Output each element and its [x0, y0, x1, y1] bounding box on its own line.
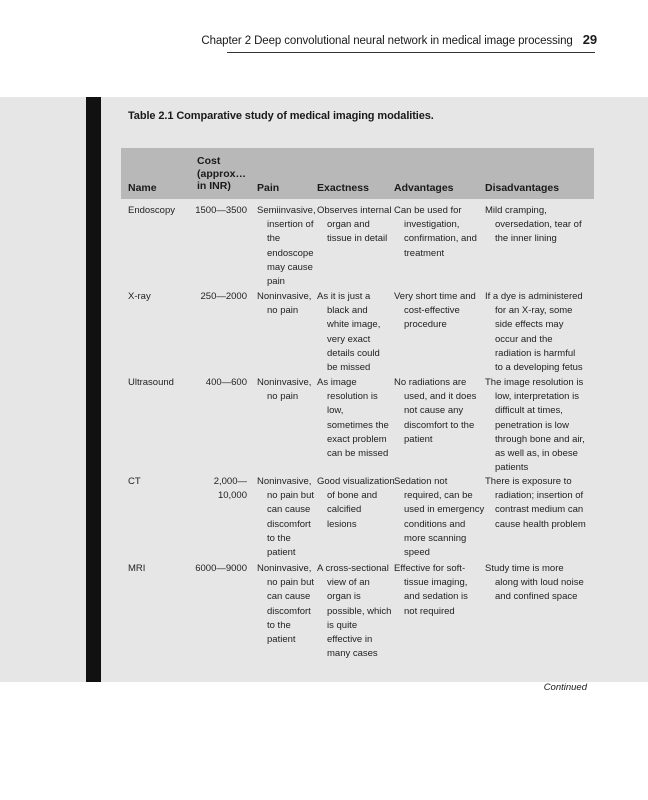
cell-line: used, and it does — [404, 391, 477, 403]
cell-line: As image — [317, 377, 357, 388]
cell-pain — [257, 475, 314, 560]
cell-line: may cause — [267, 261, 313, 273]
continued-note: Continued — [543, 682, 587, 693]
cell-line: can cause — [267, 591, 311, 603]
cell-line: There is exposure to — [485, 476, 572, 487]
cell-name: CT — [128, 476, 141, 487]
cell-line: can be missed — [327, 448, 389, 460]
cell-line: the — [267, 233, 281, 245]
header-cost — [197, 155, 246, 193]
cell-line: If a dye is administered — [485, 291, 583, 302]
cell-line: cost-effective — [404, 305, 460, 317]
cell-line: patient — [267, 634, 296, 646]
cell-pain — [257, 562, 314, 647]
cell-line: no pain — [267, 391, 299, 403]
cell-line: black and — [327, 305, 368, 317]
cell-line: required, can be — [404, 490, 473, 502]
cell-line: tissue in detail — [327, 233, 388, 245]
cell-line: Mild cramping, — [485, 205, 547, 216]
header-disadvantages: Disadvantages — [485, 182, 560, 194]
cell-line: and confined space — [495, 591, 578, 603]
cell-disadvantages — [485, 475, 586, 532]
cell-line: no pain but — [267, 577, 315, 589]
header-advantages: Advantages — [394, 182, 454, 194]
cell-exactness — [317, 290, 380, 375]
cell-line: to the — [267, 532, 291, 544]
cell-line: more scanning — [404, 532, 467, 544]
cell-line: white image, — [327, 319, 381, 331]
cell-line: radiation is harmful — [495, 347, 576, 359]
cell-line: endoscope — [267, 247, 314, 259]
cell-line: The image resolution is — [485, 377, 584, 388]
cell-line: Sedation not — [394, 476, 448, 487]
cell-line: low, interpretation is — [495, 391, 579, 403]
cell-line: possible, which — [327, 605, 392, 617]
cell-line: details could — [327, 347, 380, 359]
cell-line: discomfort — [267, 605, 311, 617]
header-cost-line: Cost — [197, 155, 221, 167]
cell-line: treatment — [404, 247, 445, 259]
cell-line: no pain but — [267, 490, 315, 502]
header-pain: Pain — [257, 182, 280, 194]
cell-disadvantages — [485, 562, 584, 605]
cell-line: be missed — [327, 362, 371, 374]
cell-line: to the — [267, 619, 291, 631]
cell-line: Semiinvasive, — [257, 205, 316, 216]
cell-line: patient — [404, 433, 433, 445]
cell-line: Noninvasive, — [257, 291, 312, 302]
cell-advantages — [394, 475, 484, 560]
cell-line: organ and — [327, 219, 370, 231]
header-rule — [227, 52, 595, 53]
cell-line: conditions and — [404, 518, 466, 530]
page-number: 29 — [582, 32, 597, 47]
cell-line: speed — [404, 547, 430, 559]
cell-line: to a developing fetus — [495, 362, 583, 374]
cell-line: As it is just a — [317, 291, 371, 302]
header-cost-line: (approx… — [197, 167, 247, 180]
cell-name: Endoscopy — [128, 205, 176, 216]
cell-line: of bone and — [327, 490, 378, 502]
cell-disadvantages — [485, 204, 582, 247]
cell-line: Can be used for — [394, 205, 462, 216]
cell-exactness — [317, 475, 395, 532]
cell-cost: 2,000—10,000 — [213, 476, 247, 502]
cell-line: and sedation is — [404, 591, 468, 603]
cell-advantages — [394, 562, 468, 619]
cell-line: tissue imaging, — [404, 577, 468, 589]
cell-line: through bone and air, — [495, 433, 585, 445]
cell-pain — [257, 290, 311, 318]
header-exactness: Exactness — [317, 182, 369, 194]
cell-disadvantages — [485, 290, 583, 375]
cell-line: discomfort to the — [404, 419, 475, 431]
cell-line: Noninvasive, — [257, 563, 312, 574]
cell-disadvantages — [485, 376, 585, 475]
running-head — [0, 32, 597, 47]
cell-line: as well as, in obese — [495, 448, 578, 460]
cell-advantages — [394, 376, 476, 447]
cell-exactness — [317, 376, 389, 461]
cell-line: investigation, — [404, 219, 460, 231]
cell-line: is quite — [327, 619, 358, 631]
cell-name: X-ray — [128, 291, 151, 302]
cell-line: Noninvasive, — [257, 377, 312, 388]
cell-line: many cases — [327, 648, 378, 660]
chapter-title: Chapter 2 Deep convolutional neural network in medical image processing — [201, 35, 573, 47]
cell-line: view of an — [327, 577, 370, 589]
cell-line: Effective for soft- — [394, 563, 466, 574]
cell-line: oversedation, tear of — [495, 219, 582, 231]
cell-line: A cross-sectional — [317, 563, 389, 574]
cell-cost: 1500—3500 — [195, 205, 247, 216]
cell-line: occur and the — [495, 333, 553, 345]
cell-line: the inner lining — [495, 233, 557, 245]
cell-line: very exact — [327, 333, 371, 345]
cell-line: Noninvasive, — [257, 476, 312, 487]
cell-line: effective in — [327, 634, 373, 646]
cell-line: low, — [327, 405, 344, 417]
cell-line: confirmation, and — [404, 233, 477, 245]
header-cost-line: in INR) — [197, 180, 231, 192]
cell-line: sometimes the — [327, 419, 389, 431]
cell-line: Very short time and — [394, 291, 476, 302]
cell-line: not required — [404, 605, 455, 617]
cell-cost: 250—2000 — [200, 291, 247, 302]
cell-line: procedure — [404, 319, 447, 331]
cell-line: resolution is — [327, 391, 378, 403]
cell-line: used in emergency — [404, 504, 485, 516]
cell-cost: 400—600 — [205, 377, 247, 388]
cell-line: patient — [267, 547, 296, 559]
cell-line: patients — [495, 462, 529, 474]
cell-line: insertion of — [267, 219, 314, 231]
cell-line: no pain — [267, 305, 299, 317]
cell-line: calcified — [327, 504, 362, 516]
cell-line: for an X-ray, some — [495, 305, 573, 317]
cell-line: can cause — [267, 504, 311, 516]
cell-line: Good visualization — [317, 476, 395, 487]
cell-line: No radiations are — [394, 377, 467, 388]
cell-line: penetration is low — [495, 419, 569, 431]
cell-line: cause health problem — [495, 518, 586, 530]
cell-advantages — [394, 290, 476, 333]
cell-line: along with loud noise — [495, 577, 584, 589]
cell-line: side effects may — [495, 319, 564, 331]
cell-pain — [257, 204, 316, 289]
cell-line: not cause any — [404, 405, 464, 417]
cell-line: discomfort — [267, 518, 311, 530]
cell-line: difficult at times, — [495, 405, 563, 417]
header-name: Name — [128, 182, 157, 194]
cell-line: organ is — [327, 591, 361, 603]
cell-line: contrast medium can — [495, 504, 584, 516]
cell-line: pain — [267, 276, 285, 288]
cell-line: exact problem — [327, 433, 387, 445]
cell-advantages — [394, 204, 477, 261]
cell-name: MRI — [128, 563, 146, 574]
cell-line: Study time is more — [485, 563, 564, 574]
cell-cost: 6000—9000 — [195, 563, 247, 574]
cell-pain — [257, 376, 311, 404]
cell-line: lesions — [327, 518, 357, 530]
cell-name: Ultrasound — [128, 377, 174, 388]
cell-exactness — [317, 204, 391, 247]
side-bar — [86, 97, 101, 682]
cell-line: radiation; insertion of — [495, 490, 584, 502]
cell-line: Observes internal — [317, 205, 392, 216]
cell-exactness — [317, 562, 391, 661]
table-title: Table 2.1 Comparative study of medical imaging modalities. — [128, 110, 434, 122]
